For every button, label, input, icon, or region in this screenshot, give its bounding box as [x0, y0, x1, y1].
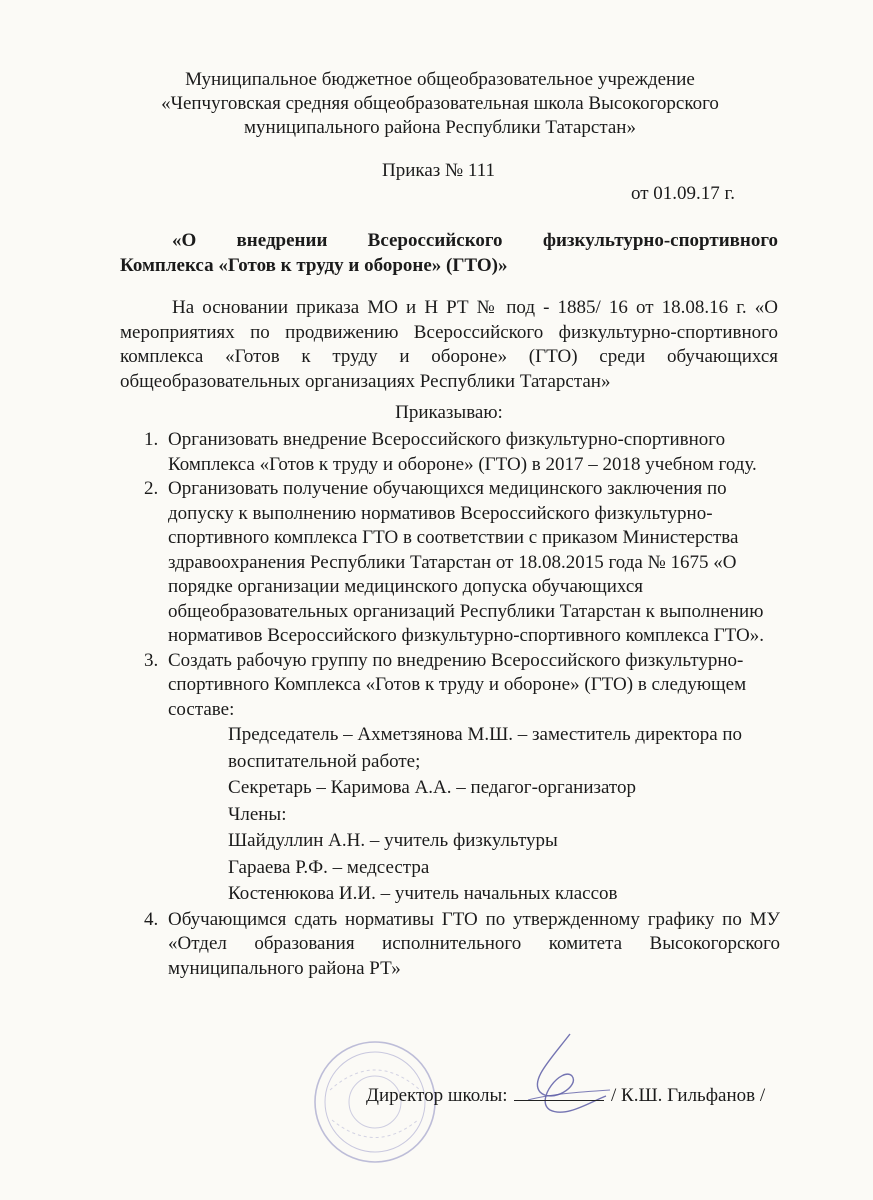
member-line: Секретарь – Каримова А.А. – педагог-организатор: [228, 777, 636, 798]
member-line: Костенюкова И.И. – учитель начальных классов: [228, 883, 618, 904]
header-line-2: «Чепчуговская средняя общеобразовательная школа Высокогорского: [161, 93, 719, 114]
list-item: [120, 908, 780, 982]
list-item: [120, 649, 780, 908]
order-title: [120, 228, 778, 278]
order-items-list: [120, 428, 780, 981]
signature-line: [514, 1084, 604, 1101]
working-group-members: [168, 722, 780, 908]
order-title-line-2: Комплекса «Готов к труду и обороне» (ГТО)»: [120, 255, 508, 276]
item-number: 2.: [144, 478, 159, 499]
signature-name: / К.Ш. Гильфанов /: [611, 1085, 766, 1106]
list-item: [120, 477, 780, 649]
member-line: Председатель – Ахметзянова М.Ш. – заместитель директора по воспитательной работе;: [228, 724, 743, 772]
signature-label: Директор школы:: [366, 1085, 508, 1106]
order-number: Приказ № 111: [382, 160, 495, 181]
signature-block: [366, 1084, 765, 1107]
basis-paragraph: На основании приказа МО и Н РТ № под - 1885/ 16 от 18.08.16 г. «О мероприятиях по продвижению Всероссийского физкультурно-спортивного комплекса «Готов к труду и обороне» (ГТО) среди обучающихся общеобразовательных организациях Республики Татарстан»: [120, 297, 778, 392]
institution-header: [120, 68, 760, 140]
decree-heading: Приказываю:: [395, 402, 503, 423]
order-title-line-1: «О внедрении Всероссийского физкультурно-спортивного: [172, 230, 778, 251]
item-number: 3.: [144, 649, 159, 671]
member-line: Шайдуллин А.Н. – учитель физкультуры: [228, 830, 558, 851]
item-number: 1.: [144, 429, 159, 450]
member-line: Гараева Р.Ф. – медсестра: [228, 856, 430, 878]
list-item: [120, 428, 780, 477]
order-date: от 01.09.17 г.: [631, 183, 735, 204]
header-line-3: муниципального района Республики Татарстан»: [244, 117, 636, 138]
item-text: Организовать получение обучающихся медицинского заключения по допуску к выполнению нормативов Всероссийского физкультурно-спортивного комплекса ГТО в соответствии с приказом Министерства здравоохранения Республики Татарстан от 18.08.2015 года № 1675 «О порядке организации медицинского допуска обучающихся общеобразовательных организаций Республики Татарстан к выполнению нормативов Всероссийского физкультурно-спортивного комплекса ГТО».: [168, 478, 765, 646]
header-line-1: Муниципальное бюджетное общеобразовательное учреждение: [185, 69, 695, 90]
member-line: Члены:: [228, 803, 287, 825]
item-text: Создать рабочую группу по внедрению Всероссийского физкультурно-спортивного Комплекса «Готов к труду и обороне» (ГТО) в следующем составе:: [168, 649, 747, 720]
item-text: Организовать внедрение Всероссийского физкультурно-спортивного Комплекса «Готов к труду и обороне» (ГТО) в 2017 – 2018 учебном году.: [168, 429, 757, 475]
item-text: Обучающимся сдать нормативы ГТО по утвержденному графику по МУ «Отдел образования исполнительного комитета Высокогорского муниципального района РТ»: [168, 908, 780, 979]
item-number: 4.: [144, 908, 159, 930]
